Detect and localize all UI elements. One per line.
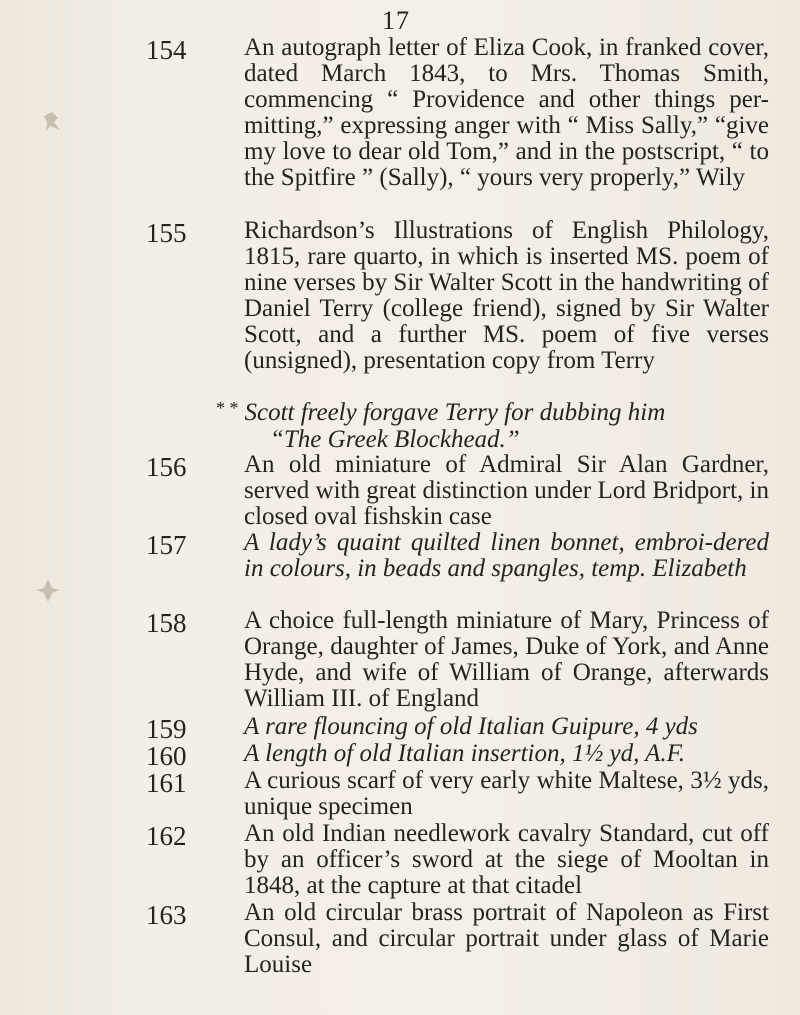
lot-description: A length of old Italian insertion, 1½ yd, A.F. bbox=[244, 740, 685, 767]
lot-number: 159 bbox=[146, 714, 187, 744]
asterism: * * bbox=[216, 398, 239, 418]
footnote-line: “The Greek Blockhead.” bbox=[270, 426, 520, 453]
lot-description: Richardson’s Illustrations of English Philology, 1815, rare quarto, in which is inserted MS. poem of nine verses by Sir Walter Scott in the handwriting of Daniel Terry (college friend), signed by Sir Walter Scott, and a further MS. poem of five verses (unsigned), presentation copy from Terry bbox=[244, 217, 769, 374]
lot-description: An old Indian needlework cavalry Standard, cut off by an officer’s sword at the siege of Mooltan in 1848, at the capture at that citadel bbox=[244, 820, 769, 899]
ink-blot-mark bbox=[38, 108, 66, 136]
lot-number: 160 bbox=[146, 741, 187, 771]
lot-number: 162 bbox=[146, 821, 187, 851]
lot-description: An autograph letter of Eliza Cook, in franked cover, dated March 1843, to Mrs. Thomas Smith, commencing “ Providence and other things per-mitting,” expressing anger with “ Miss Sally,” “give my love to dear old Tom,” and in the postscript, “ to the Spitfire ” (Sally), “ yours very properly,” Wily bbox=[244, 34, 769, 191]
lot-description: A choice full-length miniature of Mary, Princess of Orange, daughter of James, Duke of York, and Anne Hyde, and wife of William of Orange, afterwards William III. of England bbox=[244, 607, 769, 712]
lot-number: 156 bbox=[146, 452, 187, 482]
lot-description: A rare flouncing of old Italian Guipure, 4 yds bbox=[244, 713, 698, 740]
lot-number: 155 bbox=[146, 218, 187, 248]
lot-number: 163 bbox=[146, 900, 187, 930]
lot-number: 154 bbox=[146, 35, 187, 65]
lot-number: 161 bbox=[146, 768, 187, 798]
lot-description: A lady’s quaint quilted linen bonnet, embroi-dered in colours, in beads and spangles, temp. Elizabeth bbox=[244, 529, 769, 582]
lot-number: 157 bbox=[146, 530, 187, 560]
footnote-line: Scott freely forgave Terry for dubbing him bbox=[244, 399, 666, 426]
lot-description: A curious scarf of very early white Maltese, 3½ yds, unique specimen bbox=[244, 767, 769, 820]
footnote bbox=[216, 400, 776, 453]
lot-description: An old circular brass portrait of Napoleon as First Consul, and circular portrait under glass of Marie Louise bbox=[244, 899, 769, 978]
page-number: 17 bbox=[382, 6, 410, 35]
lot-number: 158 bbox=[146, 608, 187, 638]
lot-description: An old miniature of Admiral Sir Alan Gardner, served with great distinction under Lord Bridport, in closed oval fishskin case bbox=[244, 451, 769, 530]
ink-blot-mark bbox=[34, 576, 62, 604]
